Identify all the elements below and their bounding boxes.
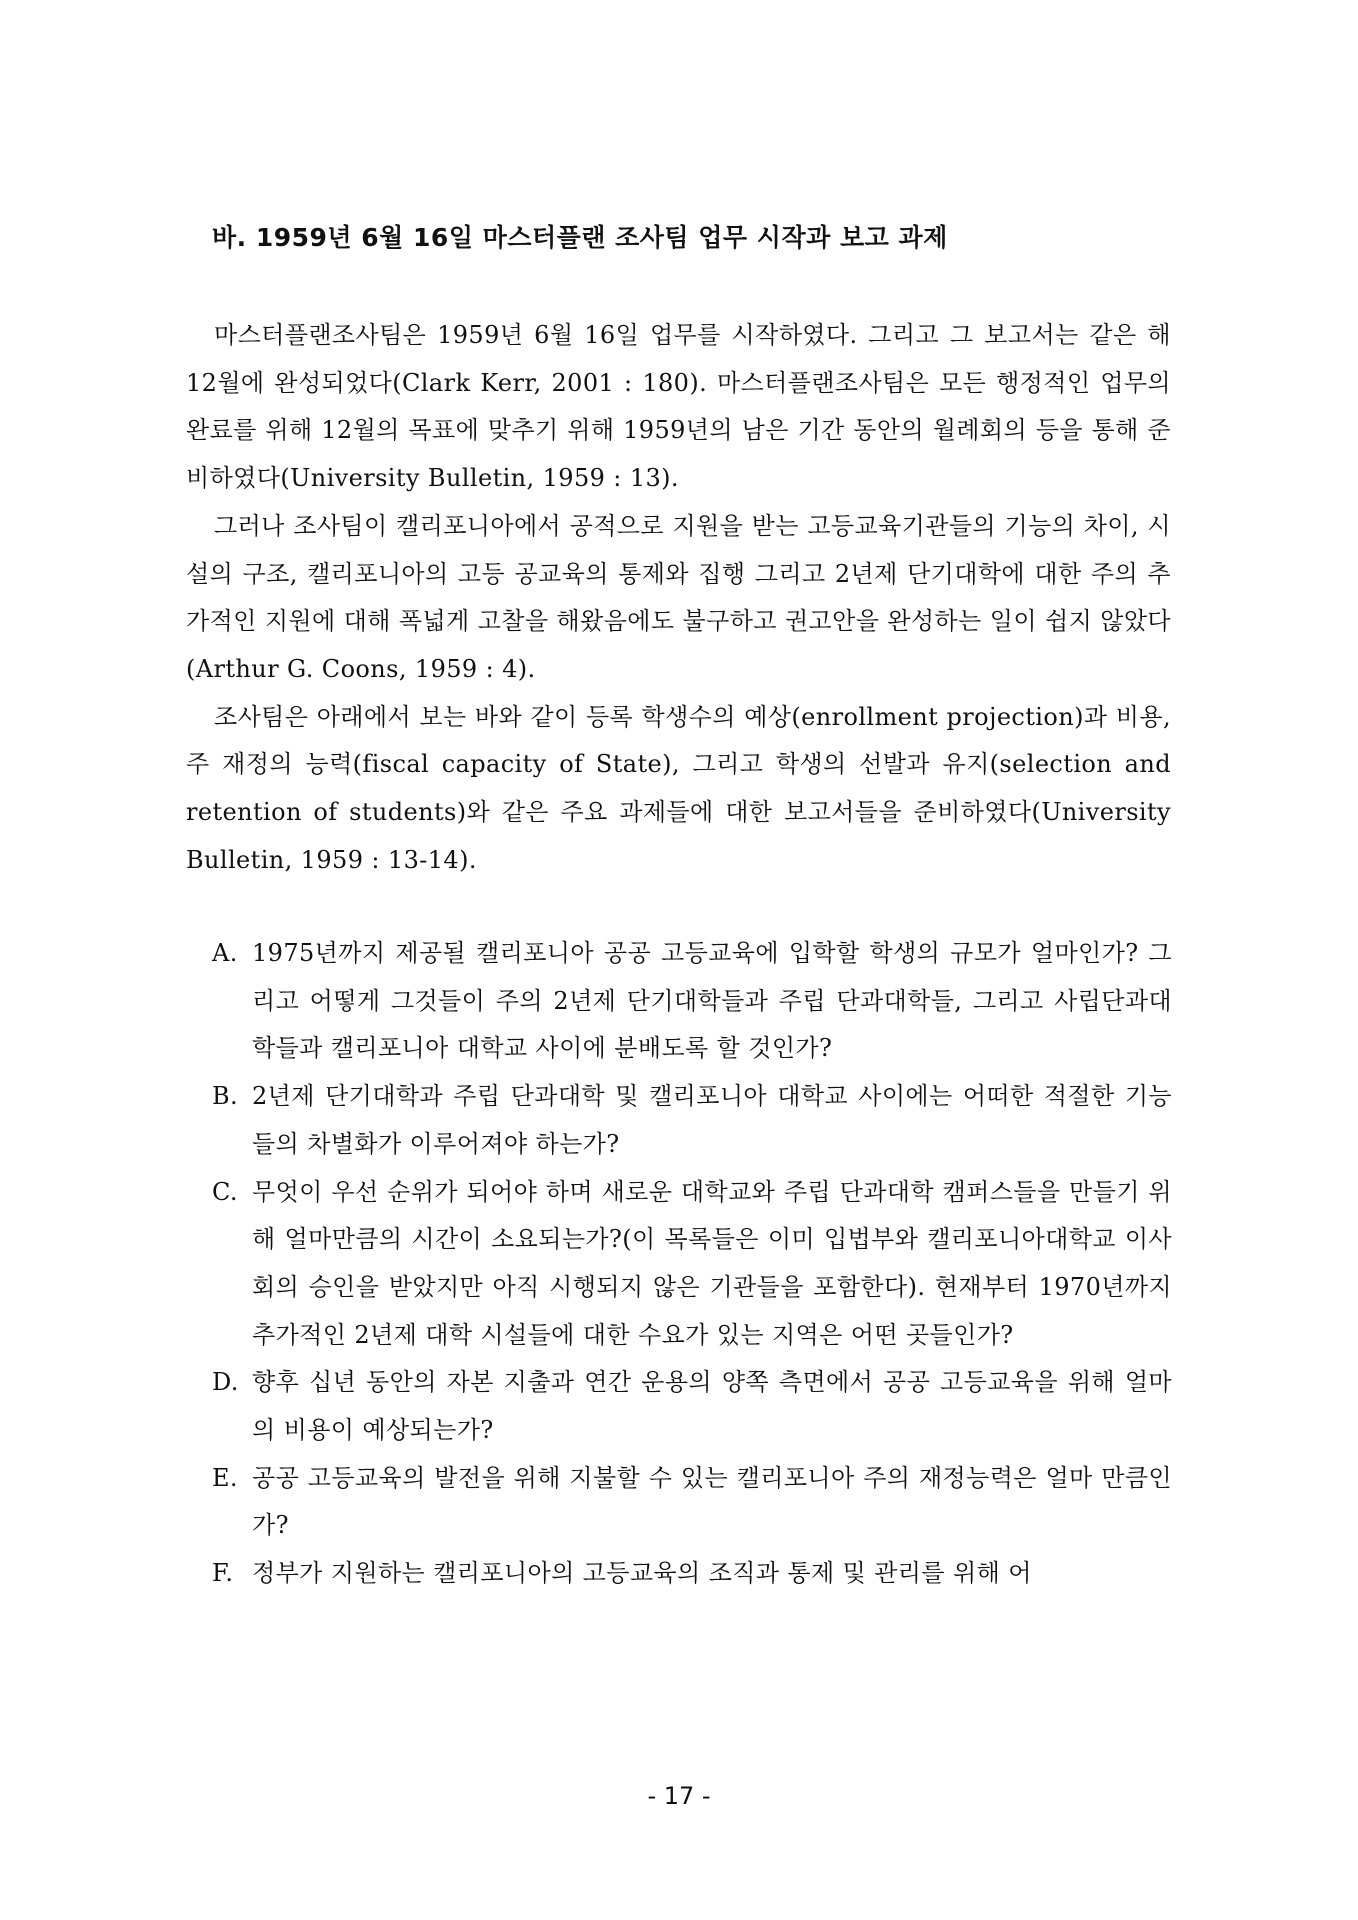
list-marker: E. bbox=[212, 1463, 238, 1492]
list-item bbox=[212, 1169, 1172, 1360]
body-text bbox=[186, 312, 1171, 884]
list-item-text: 정부가 지원하는 캘리포니아의 고등교육의 조직과 통제 및 관리를 위해 어 bbox=[252, 1559, 1032, 1588]
list-item bbox=[212, 1550, 1172, 1598]
list-marker: C. bbox=[212, 1177, 238, 1206]
list-item-text: 무엇이 우선 순위가 되어야 하며 새로운 대학교와 주립 단과대학 캠퍼스들을 만들기 위해 얼마만큼의 시간이 소요되는가?(이 목록들은 이미 입법부와 캘리포니아대학교 이사회의 승인을 받았지만 아직 시행되지 않은 기관들을 포함한다). 현재부터 1970년까지 추가적인 2년제 대학 시설들에 대한 수요가 있는 지역은 어떤 곳들인가? bbox=[252, 1177, 1172, 1349]
page-number: - 17 - bbox=[647, 1782, 711, 1810]
list-item-text: 2년제 단기대학과 주립 단과대학 및 캘리포니아 대학교 사이에는 어떠한 적절한 기능들의 차별화가 이루어져야 하는가? bbox=[252, 1082, 1172, 1158]
section-heading: 바. 1959년 6월 16일 마스터플랜 조사팀 업무 시작과 보고 과제 bbox=[212, 223, 948, 252]
list-marker: A. bbox=[212, 939, 238, 967]
paragraph: 조사팀은 아래에서 보는 바와 같이 등록 학생수의 예상(enrollment projection)과 비용, 주 재정의 능력(fiscal capacity of State), 그리고 학생의 선발과 유지(selection and retention of students)와 같은 주요 과제들에 대한 보고서들을 준비하였다(University Bulletin, 1959 : 13-14). bbox=[186, 702, 1171, 874]
list-item bbox=[212, 1073, 1172, 1168]
list-marker: F. bbox=[212, 1559, 234, 1588]
list-item-text: 향후 십년 동안의 자본 지출과 연간 운용의 양쪽 측면에서 공공 고등교육을 위해 얼마의 비용이 예상되는가? bbox=[252, 1368, 1172, 1445]
list-marker: D. bbox=[212, 1368, 239, 1397]
paragraph: 그러나 조사팀이 캘리포니아에서 공적으로 지원을 받는 고등교육기관들의 기능의 차이, 시설의 구조, 캘리포니아의 고등 공교육의 통제와 집행 그리고 2년제 단기대학에 대한 주의 추가적인 지원에 대해 폭넓게 고찰을 해왔음에도 불구하고 권고안을 완성하는 일이 쉽지 않았다(Arthur G. Coons, 1959 : 4). bbox=[186, 511, 1171, 683]
list-item bbox=[212, 1455, 1172, 1550]
task-list bbox=[212, 930, 1172, 1598]
paragraph: 마스터플랜조사팀은 1959년 6월 16일 업무를 시작하였다. 그리고 그 보고서는 같은 해 12월에 완성되었다(Clark Kerr, 2001 : 180). 마스터플랜조사팀은 모든 행정적인 업무의 완료를 위해 12월의 목표에 맞추기 위해 1959년의 남은 기간 동안의 월례회의 등을 통해 준비하였다(University Bulletin, 1959 : 13). bbox=[186, 321, 1171, 493]
list-item bbox=[212, 1359, 1172, 1454]
list-item-text: 공공 고등교육의 발전을 위해 지불할 수 있는 캘리포니아 주의 재정능력은 얼마 만큼인가? bbox=[252, 1463, 1172, 1540]
list-item bbox=[212, 930, 1172, 1073]
list-item-text: 1975년까지 제공될 캘리포니아 공공 고등교육에 입학할 학생의 규모가 얼마인가? 그리고 어떻게 그것들이 주의 2년제 단기대학들과 주립 단과대학들, 그리고 사립단과대학들과 캘리포니아 대학교 사이에 분배도록 할 것인가? bbox=[252, 939, 1172, 1063]
list-marker: B. bbox=[212, 1082, 239, 1111]
